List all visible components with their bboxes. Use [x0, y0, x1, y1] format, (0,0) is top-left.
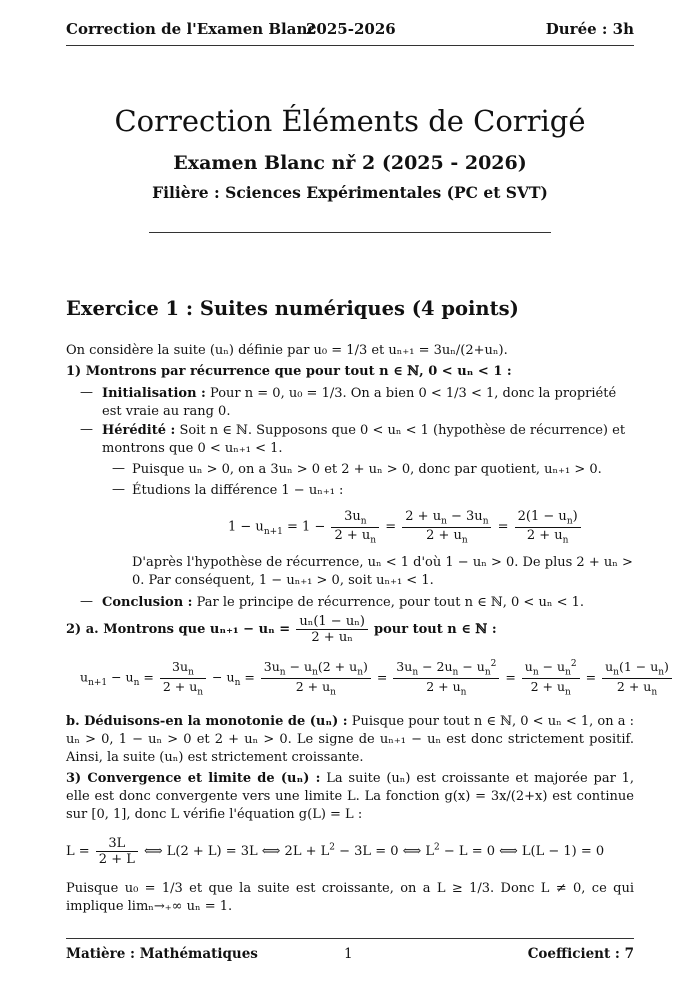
- bullet-dash: —: [80, 422, 93, 437]
- hered-after: D'après l'hypothèse de récurrence, uₙ < 1 d'où 1 − uₙ > 0. De plus 2 + uₙ > 0. Par conséquent, 1 − uₙ₊₁ > 0, soit uₙ₊₁ < 1.: [132, 555, 633, 588]
- footer-rule: [66, 938, 634, 939]
- page-subtitle: Examen Blanc nř 2 (2025 - 2026): [173, 152, 527, 174]
- init-text: Pour n = 0, u₀ = 1/3. On a bien 0 < 1/3 < 1, donc la propriété est vraie au rang 0.: [102, 386, 617, 419]
- q2b-text: Puisque pour tout n ∈ ℕ, 0 < uₙ < 1, on a : uₙ > 0, 1 − uₙ > 0 et 2 + uₙ > 0. Le signe de uₙ₊₁ − uₙ est donc strictement positif. Ainsi, la suite (uₙ) est strictement croissante.: [66, 714, 634, 765]
- init-label: Initialisation :: [102, 386, 206, 401]
- header-rule: [66, 45, 634, 46]
- q2a-lead: 2) a. Montrons que uₙ₊₁ − uₙ =: [66, 622, 291, 637]
- header-right: Durée : 3h: [545, 20, 634, 38]
- q2b-paragraph: [66, 713, 634, 767]
- footer-left: Matière : Mathématiques: [66, 946, 258, 962]
- hered-sub2: Étudions la différence 1 − uₙ₊₁ :: [132, 483, 344, 498]
- page-number: 1: [344, 946, 353, 962]
- equation-difference: $u_{n+1} - u_n$ = $\frac{3u_n}{2 + u_n}$ − $u_n$ = $\frac{3u_n - u_n(2 + u_n)}{2 + u_n}$ = $\frac{3u_n - 2u_n - u_n^2}{2 + u_n}$ = $\frac{u_n - u_n^2}{2 + u_n}$ = $\frac{u_n(1 - u_n)}{2 + u_n}$: [80, 659, 674, 697]
- q1-title: 1) Montrons par récurrence que pour tout n ∈ ℕ, 0 < uₙ < 1 :: [66, 364, 512, 379]
- intro-text: On considère la suite (uₙ) définie par u₀ = 1/3 et uₙ₊₁ = 3uₙ/(2+uₙ).: [66, 343, 508, 358]
- bullet-dash: —: [112, 461, 125, 476]
- q2a-frac-den: 2 + uₙ: [311, 630, 353, 645]
- page-title: Correction Éléments de Corrigé: [114, 104, 586, 138]
- q2a-title: [66, 614, 497, 645]
- concl-label: Conclusion :: [102, 595, 193, 610]
- concl-paragraph: [102, 594, 634, 612]
- q2a-tail: pour tout n ∈ ℕ :: [374, 622, 497, 637]
- exercise-title: Exercice 1 : Suites numériques (4 points): [66, 297, 519, 320]
- hered-sub1: Puisque uₙ > 0, on a 3uₙ > 0 et 2 + uₙ > 0, donc par quotient, uₙ₊₁ > 0.: [132, 462, 602, 477]
- q2b-title: b. Déduisons-en la monotonie de (uₙ) :: [66, 714, 348, 729]
- q3-final: Puisque u₀ = 1/3 et que la suite est croissante, on a L ≥ 1/3. Donc L ≠ 0, ce qui implique limₙ→₊∞ uₙ = 1.: [66, 881, 634, 914]
- footer-right: Coefficient : 7: [527, 946, 634, 962]
- bullet-dash: —: [112, 482, 125, 497]
- q2a-frac-num: uₙ(1 − uₙ): [296, 614, 368, 630]
- q3-title: 3) Convergence et limite de (uₙ) :: [66, 771, 321, 786]
- hered-paragraph: [102, 422, 634, 458]
- concl-text: Par le principe de récurrence, pour tout n ∈ ℕ, 0 < uₙ < 1.: [196, 595, 585, 610]
- q3-text: La suite (uₙ) est croissante et majorée par 1, elle est donc convergente vers une limite L. La fonction g(x) = 3x/(2+x) est continue sur [0, 1], donc L vérifie l'équation g(L) = L :: [66, 771, 634, 822]
- title-separator: [149, 232, 551, 233]
- bullet-dash: —: [80, 594, 93, 609]
- hered-label: Hérédité :: [102, 423, 176, 438]
- init-paragraph: [102, 385, 634, 421]
- filiere-line: Filière : Sciences Expérimentales (PC et SVT): [152, 183, 548, 202]
- q3-paragraph: [66, 770, 634, 824]
- page-header: [66, 20, 634, 42]
- bullet-dash: —: [80, 385, 93, 400]
- equation-one-minus-u: $1 - u_{n+1} = 1$ − $\frac{3u_n}{2 + u_n}$ = $\frac{2 + u_n - 3u_n}{2 + u_n}$ = $\frac{2(1 - u_n)}{2 + u_n}$: [228, 509, 583, 545]
- equation-limit: L = $\frac{3L}{2 + L}$ ⟺ L(2 + L) = 3L ⟺ $2L + L^2 - 3L = 0$ ⟺ $L^2 - L = 0$ ⟺ L(L − 1) = 0: [66, 836, 605, 867]
- hered-text: Soit n ∈ ℕ. Supposons que 0 < uₙ < 1 (hypothèse de récurrence) et montrons que 0 < uₙ₊₁ < 1.: [102, 423, 626, 456]
- header-center: 2025-2026: [306, 20, 396, 38]
- header-left: Correction de l'Examen Blanc: [66, 20, 317, 38]
